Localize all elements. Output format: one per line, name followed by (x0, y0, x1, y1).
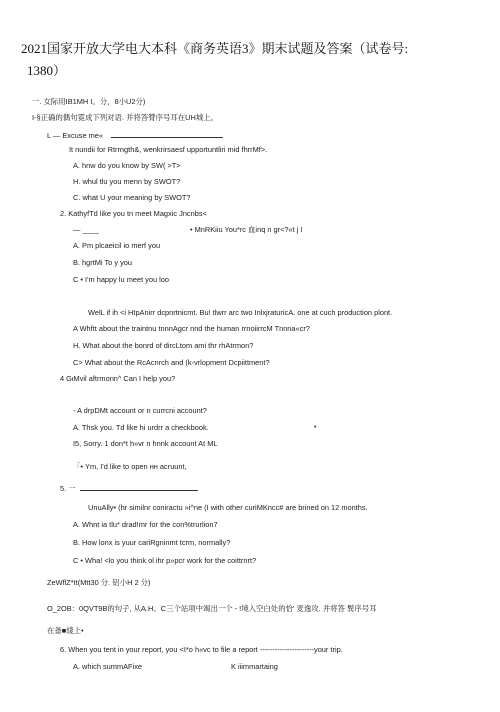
q2-prompt: 2. KathyfTd like you tn meet Magxic Jncnbs< (60, 209, 207, 218)
section2-instructions-2: 在备■綫上• (47, 626, 84, 635)
q5-option-c: C • Wha! <lo you think ol ihr p»pcr work for the coittrnrt? (73, 556, 257, 565)
q1-prompt-text: L — Excuse me« (47, 131, 103, 140)
q1-option-a: A. hnw do you know by SW( >T> (73, 161, 181, 170)
q2-option-a: A. Pm plcaeicil io merf you (73, 241, 161, 250)
section1-instructions: I-§正确的偶句霓成下列对语. 并将答甧序号耳在UH城上。 (32, 113, 219, 122)
q6-prompt: 6. When you tent in your report, you <I*o h«vc to file a report ----------------------your trip. (60, 645, 343, 654)
q4-line-2: A. Thsk you. Td like hi urdrr a checkbook. (73, 423, 209, 432)
q2-line-2: • MnRKiiu You*rc 血inq n gr<?«t j I (190, 225, 303, 234)
q5-line: UnuAlly• (hr similnr coniractu »i^ne (I with other curiMKncc# are brined on 12 months. (88, 503, 368, 512)
q5-prompt (60, 482, 198, 494)
q4-prompt: 4 GιMvil aftrmonn^ Can I help you? (60, 374, 176, 383)
q3-paragraph: WelL if ih <i HtpAnirr dcpnrtnicmt. Bu! tlwrr arc two InlxjraturicA. one at cuch production plont. (88, 308, 393, 317)
section2-instructions: O_2OB：0QVT9B的句子, 从A.H、C三个站項中竭出一个 - !境入空白处的恰' 麦逸攻. 并将答 髸序号耳 (47, 604, 377, 613)
section2-heading: ZeWflZ*tt(Mtt30 分. 铝小H 2 分) (47, 578, 151, 587)
q4-line-3: I5, Sorry. 1 don*t h»vr n hnnk account At ML (73, 439, 218, 448)
q3-option-c: C> What about the RcAcnrch and (k-vrlopment Dcpiittment? (73, 358, 270, 367)
q4-line-1: - A drpDMt account or n currcni account? (73, 406, 207, 415)
q5-option-b: B. How lonx is yuur cariRgninmt tcrm, normally? (73, 538, 231, 547)
title-line-1: 2021国家开放大学电大本科《商务英语3》期末试题及答案（试卷号: (21, 41, 409, 56)
q3-option-b: H. What about the bonrd of dircLtom ami thr rhAtrmon? (73, 341, 254, 350)
q1-answer-blank (111, 129, 223, 138)
q3-option-a: A Whftt about the traintnu tnnnAgcr nnd the human rrnoiirrcM Tnnna«cr? (73, 324, 310, 333)
section1-heading: 一. 女际用IB1MH I。分，8小U2分) (32, 97, 146, 106)
q1-option-b: H. whul tlu you menn by SWOT? (73, 177, 181, 186)
document-title (21, 38, 481, 82)
q1-option-c: C. what U your meaning by SWOT? (73, 193, 191, 202)
q1-prompt (47, 129, 223, 141)
q5-prompt-text: 5. 一 (60, 484, 76, 493)
q1-line-2: It nundii for Rtrrngth&, wenkrirsaesf upportuntliri mid fhrrMf>. (69, 145, 268, 154)
q4-dot: • (314, 424, 317, 431)
q5-answer-blank (80, 482, 198, 491)
q2-dash: — ____ (73, 225, 99, 234)
q4-line-4: 「• Ym, I'd like to open нн acruunt, (73, 462, 187, 471)
q6-option-a: A. which summAFixe (73, 662, 142, 671)
q5-option-a: A. Whnt ia tlu* drad!mr for the con%trurlion7 (73, 520, 218, 529)
q2-option-c: C • I'm happy lu meet you loo (73, 275, 170, 284)
q2-option-b: B. hgrtMi To y you (73, 258, 133, 267)
q6-option-b: K iiimmartaing (231, 662, 278, 671)
title-line-2: 1380） (27, 63, 67, 78)
